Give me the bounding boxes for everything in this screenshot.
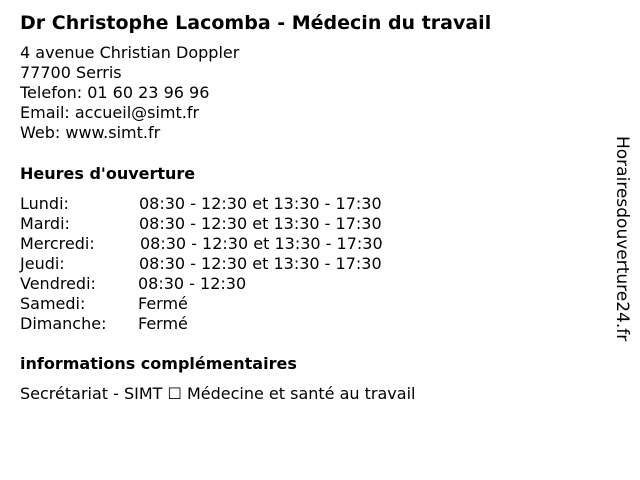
email-address: Email: accueil@simt.fr <box>20 103 200 122</box>
day-hours: Fermé <box>138 314 188 333</box>
day-hours: 08:30 - 12:30 et 13:30 - 17:30 <box>140 234 383 253</box>
hours-row-samedi <box>20 294 440 314</box>
street-address: 4 avenue Christian Doppler <box>20 43 240 62</box>
hours-row-vendredi <box>20 274 440 294</box>
phone-number: Telefon: 01 60 23 96 96 <box>20 83 210 102</box>
opening-hours-table <box>20 194 440 334</box>
day-hours: 08:30 - 12:30 <box>138 274 247 293</box>
day-label: Samedi: <box>20 294 86 313</box>
day-hours: Fermé <box>138 294 188 313</box>
site-watermark: Horairesdouverture24.fr <box>612 136 632 342</box>
website: Web: www.simt.fr <box>20 123 161 142</box>
day-hours: 08:30 - 12:30 et 13:30 - 17:30 <box>139 254 382 273</box>
day-label: Mercredi: <box>20 234 95 253</box>
day-label: Mardi: <box>20 214 70 233</box>
info-heading: informations complémentaires <box>20 354 297 373</box>
day-hours: 08:30 - 12:30 et 13:30 - 17:30 <box>139 194 382 213</box>
contact-block <box>20 43 239 143</box>
hours-row-jeudi <box>20 254 440 274</box>
info-text: Secrétariat - SIMT ☐ Médecine et santé au travail <box>20 384 416 403</box>
hours-row-lundi <box>20 194 440 214</box>
day-label: Dimanche: <box>20 314 107 333</box>
day-label: Lundi: <box>20 194 69 213</box>
hours-row-dimanche <box>20 314 440 334</box>
day-label: Jeudi: <box>20 254 65 273</box>
hours-heading: Heures d'ouverture <box>20 164 196 183</box>
city-postal: 77700 Serris <box>20 63 122 82</box>
day-label: Vendredi: <box>20 274 96 293</box>
hours-row-mercredi <box>20 234 440 254</box>
page-title: Dr Christophe Lacomba - Médecin du travail <box>20 12 492 34</box>
day-hours: 08:30 - 12:30 et 13:30 - 17:30 <box>139 214 382 233</box>
hours-row-mardi <box>20 214 440 234</box>
